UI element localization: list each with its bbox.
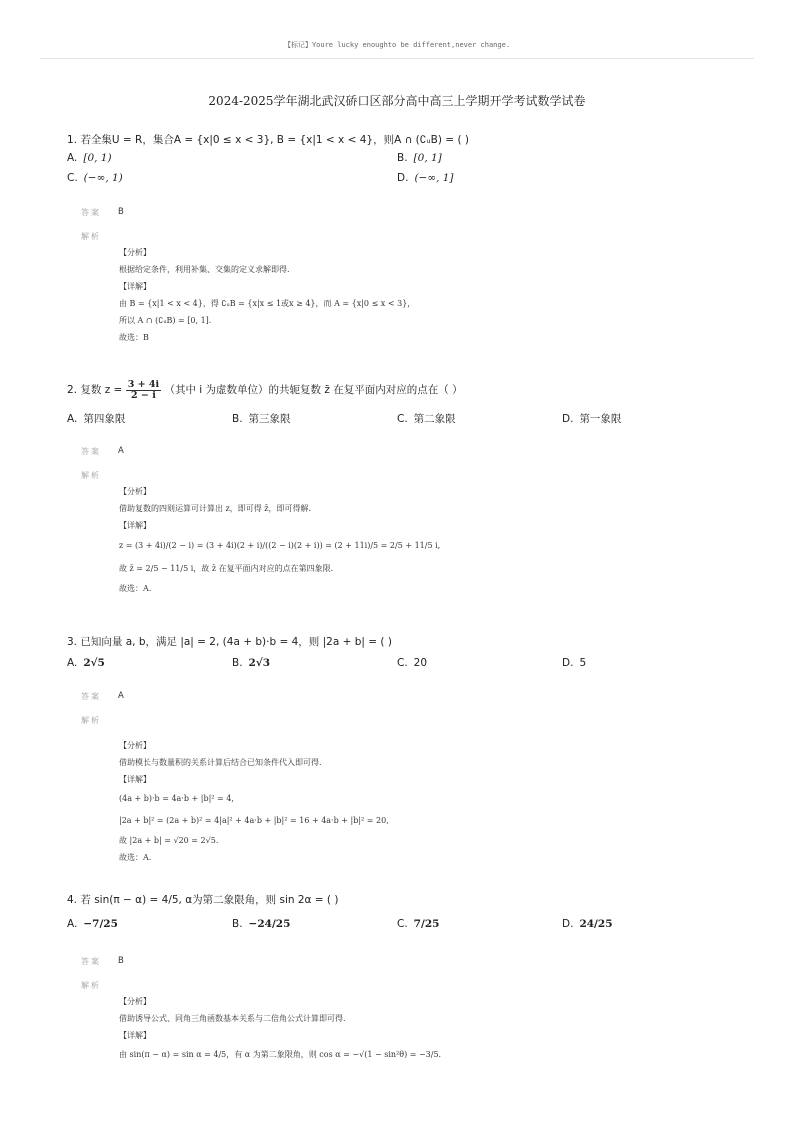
option-b: B. 2√3 bbox=[232, 657, 271, 669]
answer-label: 答案 bbox=[81, 692, 101, 701]
analysis-line: 故选：A. bbox=[119, 853, 152, 862]
analysis-line: 故选：A. bbox=[119, 584, 152, 593]
question-stem bbox=[67, 892, 747, 908]
question-text: 若全集U = R，集合A = {x|0 ≤ x < 3}, B = {x|1 < x < 4}，则A ∩ (∁ᵤB) = ( ) bbox=[80, 134, 469, 146]
answer-value: B bbox=[118, 956, 124, 966]
option-d: D. 5 bbox=[562, 657, 587, 669]
question-stem bbox=[67, 380, 747, 400]
option-c: C. (−∞, 1) bbox=[67, 172, 123, 184]
answer-label: 答案 bbox=[81, 208, 101, 217]
question-text: 若 sin(π − α) = 4/5, α为第二象限角，则 sin 2α = ( ) bbox=[80, 894, 339, 906]
option-b: B. [0, 1] bbox=[397, 152, 442, 164]
option-d: D. 第一象限 bbox=[562, 413, 622, 425]
fraction: $\frac{3 + 4i}{2 - i}$ bbox=[127, 379, 160, 401]
option-b: B. 第三象限 bbox=[232, 413, 291, 425]
detail-heading: 【详解】 bbox=[119, 282, 151, 291]
analysis-heading: 【分析】 bbox=[119, 997, 151, 1006]
question-stem bbox=[67, 634, 747, 650]
analysis-line: 根据给定条件，利用补集、交集的定义求解即得. bbox=[119, 265, 290, 274]
question-number: 2. bbox=[67, 384, 78, 396]
analysis-label: 解析 bbox=[81, 232, 101, 241]
option-d: D. 24/25 bbox=[562, 918, 613, 930]
analysis-line: 故 |2a + b| = √20 = 2√5. bbox=[119, 836, 219, 845]
question-2 bbox=[67, 379, 747, 593]
option-c: C. 20 bbox=[397, 657, 428, 669]
analysis-line: 所以 A ∩ (∁ᵤB) = [0, 1]. bbox=[119, 316, 212, 325]
analysis-heading: 【分析】 bbox=[119, 248, 151, 257]
question-number: 3. bbox=[67, 636, 78, 648]
analysis-line: |2a + b|² = (2a + b)² = 4|a|² + 4a·b + |b|² = 16 + 4a·b + |b|² = 20, bbox=[119, 816, 389, 825]
answer-value: B bbox=[118, 207, 124, 217]
question-number: 4. bbox=[67, 894, 78, 906]
option-c: C. 7/25 bbox=[397, 918, 440, 930]
option-c: C. 第二象限 bbox=[397, 413, 456, 425]
question-1 bbox=[67, 132, 747, 342]
analysis-heading: 【分析】 bbox=[119, 741, 151, 750]
question-text: 复数 z = bbox=[80, 384, 123, 396]
question-stem bbox=[67, 132, 747, 148]
answer-label: 答案 bbox=[81, 447, 101, 456]
analysis-line: (4a + b)·b = 4a·b + |b|² = 4, bbox=[119, 794, 234, 803]
header-divider bbox=[40, 58, 754, 59]
question-text: 已知向量 a, b，满足 |a| = 2, (4a + b)·b = 4，则 |2a + b| = ( ) bbox=[80, 636, 392, 648]
question-number: 1. bbox=[67, 134, 78, 146]
analysis-block bbox=[119, 737, 389, 866]
analysis-block bbox=[119, 993, 441, 1066]
analysis-label: 解析 bbox=[81, 716, 101, 725]
header-note: 【标记】Youre lucky enoughto be different,never change. bbox=[283, 41, 511, 49]
option-a: A. 2√5 bbox=[67, 657, 105, 669]
analysis-label: 解析 bbox=[81, 981, 101, 990]
analysis-block bbox=[119, 244, 415, 346]
detail-heading: 【详解】 bbox=[119, 1031, 151, 1040]
question-text: （其中 i 为虚数单位）的共轭复数 z̄ 在复平面内对应的点在（ ） bbox=[164, 384, 463, 396]
answer-label: 答案 bbox=[81, 957, 101, 966]
analysis-line: z = (3 + 4i)/(2 − i) = (3 + 4i)(2 + i)/((2 − i)(2 + i)) = (2 + 11i)/5 = 2/5 + 11/5 i, bbox=[119, 541, 441, 550]
option-a: A. [0, 1) bbox=[67, 152, 112, 164]
option-b: B. −24/25 bbox=[232, 918, 291, 930]
option-a: A. 第四象限 bbox=[67, 413, 126, 425]
option-d: D. (−∞, 1] bbox=[397, 172, 454, 184]
analysis-line: 借助复数的四则运算可计算出 z，即可得 z̄，即可得解. bbox=[119, 504, 312, 513]
detail-heading: 【详解】 bbox=[119, 775, 151, 784]
detail-heading: 【详解】 bbox=[119, 521, 151, 530]
analysis-line: 故 z̄ = 2/5 − 11/5 i，故 z̄ 在复平面内对应的点在第四象限. bbox=[119, 564, 334, 573]
analysis-line: 故选：B bbox=[119, 333, 149, 342]
page-title: 2024-2025学年湖北武汉硚口区部分高中高三上学期开学考试数学试卷 bbox=[208, 94, 586, 108]
analysis-line: 借助模长与数量积的关系计算后结合已知条件代入即可得. bbox=[119, 758, 322, 767]
analysis-block bbox=[119, 483, 440, 597]
analysis-line: 由 B = {x|1 < x < 4}，得 ∁ᵤB = {x|x ≤ 1或x ≥ 4}，而 A = {x|0 ≤ x < 3}， bbox=[119, 299, 416, 308]
answer-value: A bbox=[118, 691, 124, 701]
analysis-heading: 【分析】 bbox=[119, 487, 151, 496]
answer-value: A bbox=[118, 446, 124, 456]
analysis-line: 由 sin(π − α) = sin α = 4/5，有 α 为第二象限角，则 cos α = −√(1 − sin²θ) = −3/5. bbox=[119, 1050, 442, 1059]
analysis-label: 解析 bbox=[81, 471, 101, 480]
analysis-line: 借助诱导公式、同角三角函数基本关系与二倍角公式计算即可得. bbox=[119, 1014, 346, 1023]
option-a: A. −7/25 bbox=[67, 918, 118, 930]
question-3 bbox=[67, 634, 747, 862]
question-4 bbox=[67, 892, 747, 1059]
